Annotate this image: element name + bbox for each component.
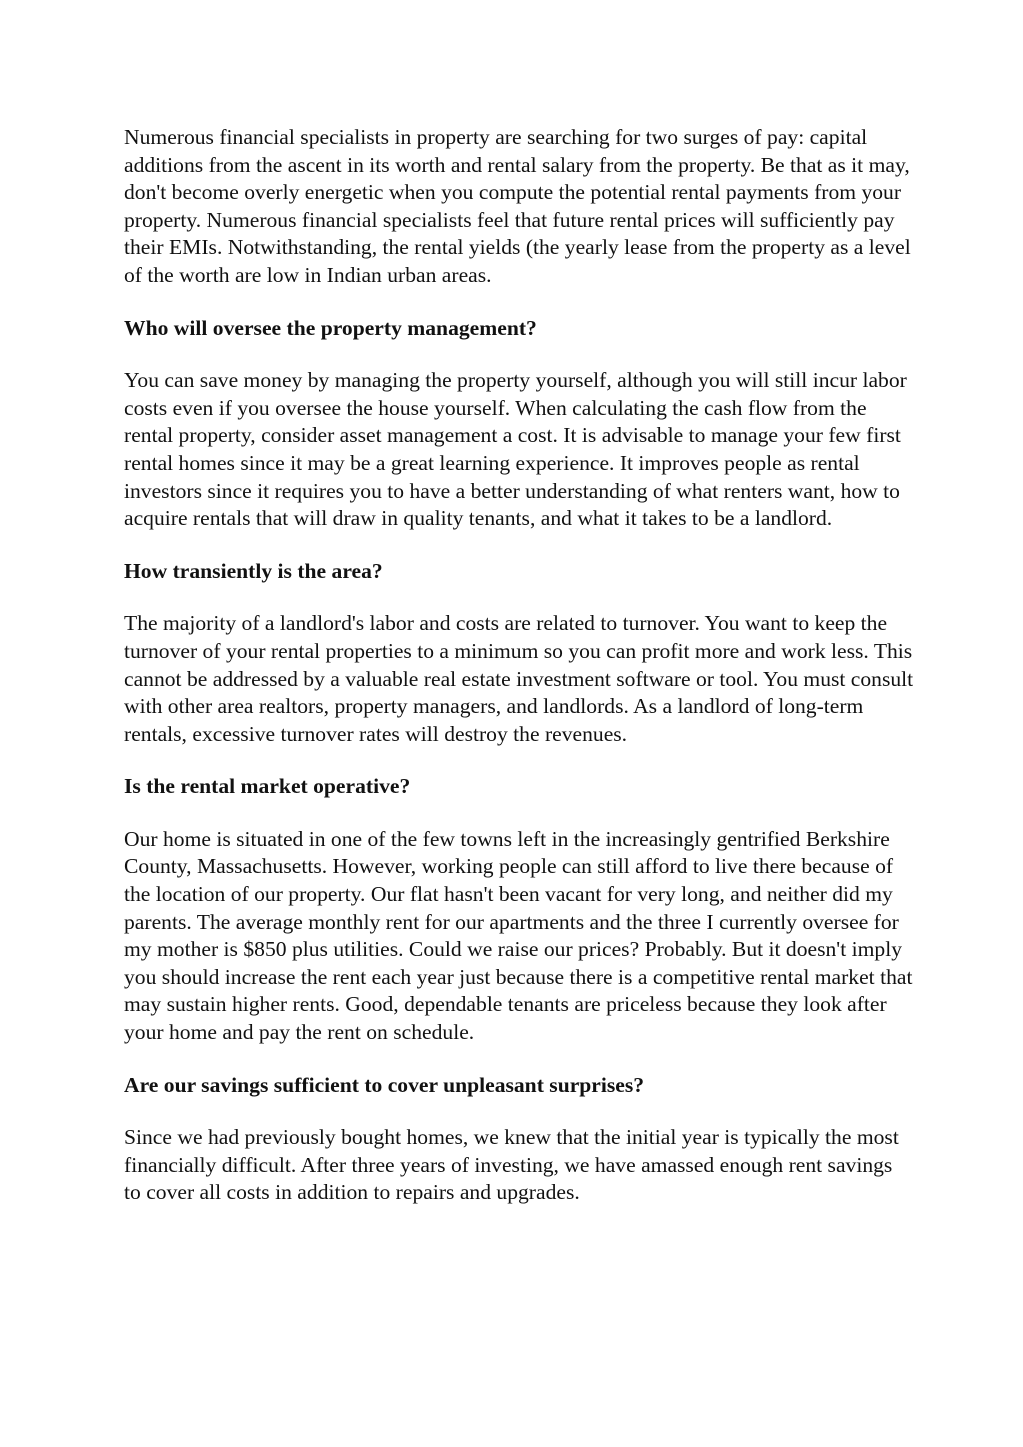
section-body-management: You can save money by managing the property yourself, although you will still incur labor costs even if you oversee the house yourself. When calculating the cash flow from the rental property, consider asset management a cost. It is advisable to manage your few first rental homes since it may be a great learning experience. It improves people as rental investors since it requires you to have a better understanding of what renters want, how to acquire rentals that will draw in quality tenants, and what it takes to be a landlord. [124, 368, 907, 531]
document-page [124, 124, 914, 1232]
section-heading-management: Who will oversee the property management? [124, 315, 537, 340]
section-heading-savings: Are our savings sufficient to cover unpleasant surprises? [124, 1072, 645, 1097]
section-heading-transiency: How transiently is the area? [124, 558, 383, 583]
section-body-rental-market: Our home is situated in one of the few towns left in the increasingly gentrified Berkshire County, Massachusetts. However, working people can still afford to live there because of the location of our property. Our flat hasn't been vacant for very long, and neither did my parents. The average monthly rent for our apartments and the three I currently oversee for my mother is $850 plus utilities. Could we raise our prices? Probably. But it doesn't imply you should increase the rent each year just because there is a competitive rental market that may sustain higher rents. Good, dependable tenants are priceless because they look after your home and pay the rent on schedule. [124, 826, 913, 1045]
intro-paragraph: Numerous financial specialists in property are searching for two surges of pay: capital additions from the ascent in its worth and rental salary from the property. Be that as it may, don't become overly energetic when you compute the potential rental payments from your property. Numerous financial specialists feel that future rental prices will sufficiently pay their EMIs. Notwithstanding, the rental yields (the yearly lease from the property as a level of the worth are low in Indian urban areas. [124, 125, 911, 287]
section-body-transiency: The majority of a landlord's labor and costs are related to turnover. You want to keep the turnover of your rental properties to a minimum so you can profit more and work less. This cannot be addressed by a valuable real estate investment software or tool. You must consult with other area realtors, property managers, and landlords. As a landlord of long-term rentals, excessive turnover rates will destroy the revenues. [124, 611, 914, 746]
section-heading-rental-market: Is the rental market operative? [124, 774, 411, 799]
section-body-savings: Since we had previously bought homes, we knew that the initial year is typically the most financially difficult. After three years of investing, we have amassed enough rent savings to cover all costs in addition to repairs and upgrades. [124, 1125, 899, 1205]
